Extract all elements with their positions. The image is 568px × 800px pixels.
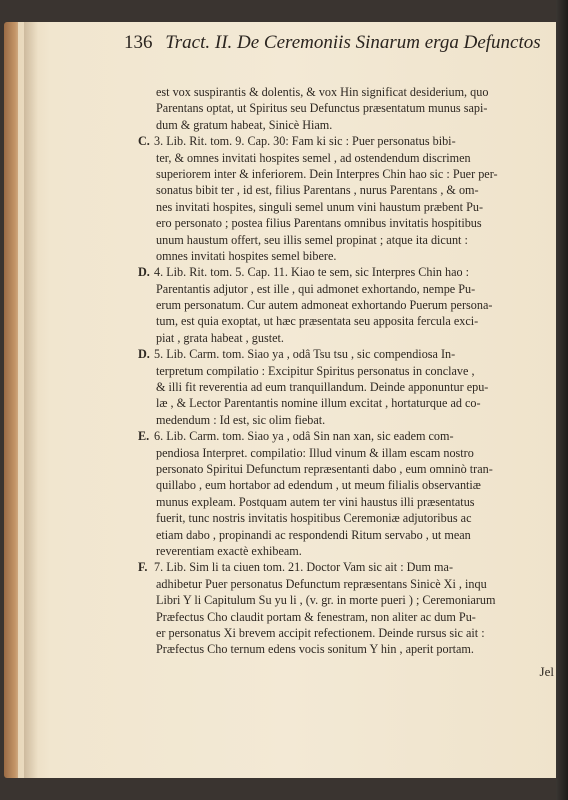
- line-text: sonatus bibit ter , id est, filius Parentans , nurus Parentans , & om-: [156, 183, 479, 198]
- text-line: [140, 150, 560, 166]
- line-text: medendum : Id est, sic olim fiebat.: [156, 412, 326, 427]
- text-line: [140, 625, 560, 641]
- line-text: 4. Lib. Rit. tom. 5. Cap. 11. Kiao te sem, sic Interpres Chin hao :: [154, 265, 470, 280]
- text-line: [140, 232, 560, 248]
- text-line: [140, 182, 560, 198]
- text-line: [140, 494, 560, 510]
- line-text: 7. Lib. Sim li ta ciuen tom. 21. Doctor Vam sic ait : Dum ma-: [154, 560, 454, 575]
- text-line: [140, 510, 560, 526]
- text-line: [140, 609, 560, 625]
- page-fold-shadow: [24, 22, 38, 778]
- line-text: & illi fit reverentia ad eum tranquillandum. Deinde apponuntur epu-: [156, 380, 489, 395]
- line-text: erum personatum. Cur autem admoneat exhortando Puerum persona-: [156, 298, 493, 313]
- line-text: 3. Lib. Rit. tom. 9. Cap. 30: Fam ki sic : Puer personatus bibi-: [154, 134, 456, 149]
- text-line: [140, 346, 560, 362]
- text-line: [140, 527, 560, 543]
- catchword: Jel: [539, 664, 554, 679]
- line-text: tum, est quia exoptat, ut hæc præsentata seu apposita fercula exci-: [156, 314, 479, 329]
- line-text: er personatus Xi brevem accipit refectionem. Deinde rursus sic ait :: [156, 625, 485, 640]
- line-text: Libri Y li Capitulum Su yu li , (v. gr. in morte pueri ) ; Ceremoniarum: [156, 593, 496, 608]
- line-text: ero personato ; postea filius Parentans omnibus invitatis hospitibus: [156, 216, 482, 231]
- text-line: [140, 379, 560, 395]
- line-text: etiam dabo , propinandi ac respondendi Ritum servabo , ut mean: [156, 527, 471, 542]
- line-text: ter, & omnes invitati hospites semel , ad ostendendum discrimen: [156, 150, 471, 165]
- line-text: terpretum compilatio : Excipitur Spiritus personatus in conclave ,: [156, 363, 475, 378]
- text-line: [140, 297, 560, 313]
- line-text: 5. Lib. Carm. tom. Siao ya , odâ Tsu tsu , sic compendiosa In-: [154, 347, 456, 362]
- line-text: pendiosa Interpret. compilatio: Illud vinum & illam escam nostro: [156, 445, 474, 460]
- text-line: [140, 363, 560, 379]
- paragraph-label: E.: [138, 429, 150, 444]
- running-header: [124, 32, 564, 54]
- body-text: [140, 84, 560, 658]
- page-number: 136: [124, 32, 153, 53]
- line-text: est vox suspirantis & dolentis, & vox Hin significat desiderium, quo: [156, 85, 489, 99]
- text-line: [140, 248, 560, 264]
- line-text: superiorem inter & inferiorem. Dein Interpres Chin hao sic : Puer per-: [156, 166, 498, 181]
- text-line: [140, 84, 560, 100]
- line-text: quillabo , eum hortabor ad edendum , ut meum filialis observantiæ: [156, 478, 481, 493]
- text-line: [140, 215, 560, 231]
- line-text: munus expleam. Postquam autem ter vini haustus illi præsentatus: [156, 494, 475, 509]
- text-line: [140, 543, 560, 559]
- paragraph-label: C.: [138, 134, 150, 149]
- text-line: [140, 559, 560, 575]
- text-line: [140, 412, 560, 428]
- text-line: [140, 641, 560, 657]
- line-text: Parentans optat, ut Spiritus seu Defunctus præsentatum munus sapi-: [156, 101, 488, 116]
- running-title: Tract. II. De Ceremoniis Sinarum erga Defunctos: [165, 32, 541, 53]
- line-text: unum haustum offert, seu illis semel propinat ; atque ita dicunt :: [156, 232, 468, 247]
- text-line: [140, 330, 560, 346]
- paragraph-label: F.: [138, 560, 148, 575]
- line-text: piat , grata habeat , gustet.: [156, 330, 284, 345]
- text-line: [140, 199, 560, 215]
- text-line: [140, 395, 560, 411]
- line-text: personato Spiritui Defunctum repræsentanti dabo , eum omninò tran-: [156, 461, 493, 476]
- text-line: [140, 117, 560, 133]
- text-line: [140, 281, 560, 297]
- text-line: [140, 313, 560, 329]
- text-line: [140, 264, 560, 280]
- line-text: adhibetur Puer personatus Defunctum repræsentans Sinicè Xi , inqu: [156, 576, 487, 591]
- text-line: [140, 428, 560, 444]
- text-line: [140, 133, 560, 149]
- text-line: [140, 166, 560, 182]
- line-text: reverentiam exactè exhibeam.: [156, 543, 302, 558]
- line-text: nes invitati hospites, singuli semel unum vini haustum præbent Pu-: [156, 199, 484, 214]
- paragraph-label: D.: [138, 265, 150, 280]
- text-line: [140, 445, 560, 461]
- text-line: [140, 576, 560, 592]
- line-text: Parentantis adjutor , est ille , qui admonet exhortando, nempe Pu-: [156, 281, 476, 296]
- line-text: Præfectus Cho ternum edens vocis sonitum Y hin , aperit portam.: [156, 642, 474, 657]
- line-text: Præfectus Cho claudit portam & fenestram, non aliter ac dum Pu-: [156, 609, 476, 624]
- line-text: omnes invitati hospites semel bibere.: [156, 248, 337, 263]
- text-line: [140, 477, 560, 493]
- line-text: fuerit, tunc nostris invitatis hospitibus Ceremoniæ adjutoribus ac: [156, 511, 472, 526]
- line-text: 6. Lib. Carm. tom. Siao ya , odâ Sin nan xan, sic eadem com-: [154, 429, 454, 444]
- text-line: [140, 461, 560, 477]
- line-text: dum & gratum habeat, Sinicè Hiam.: [156, 117, 333, 132]
- text-line: [140, 100, 560, 116]
- line-text: læ , & Lector Parentantis nomine illum excitat , hortaturque ad co-: [156, 396, 481, 411]
- paragraph-label: D.: [138, 347, 150, 362]
- text-line: [140, 592, 560, 608]
